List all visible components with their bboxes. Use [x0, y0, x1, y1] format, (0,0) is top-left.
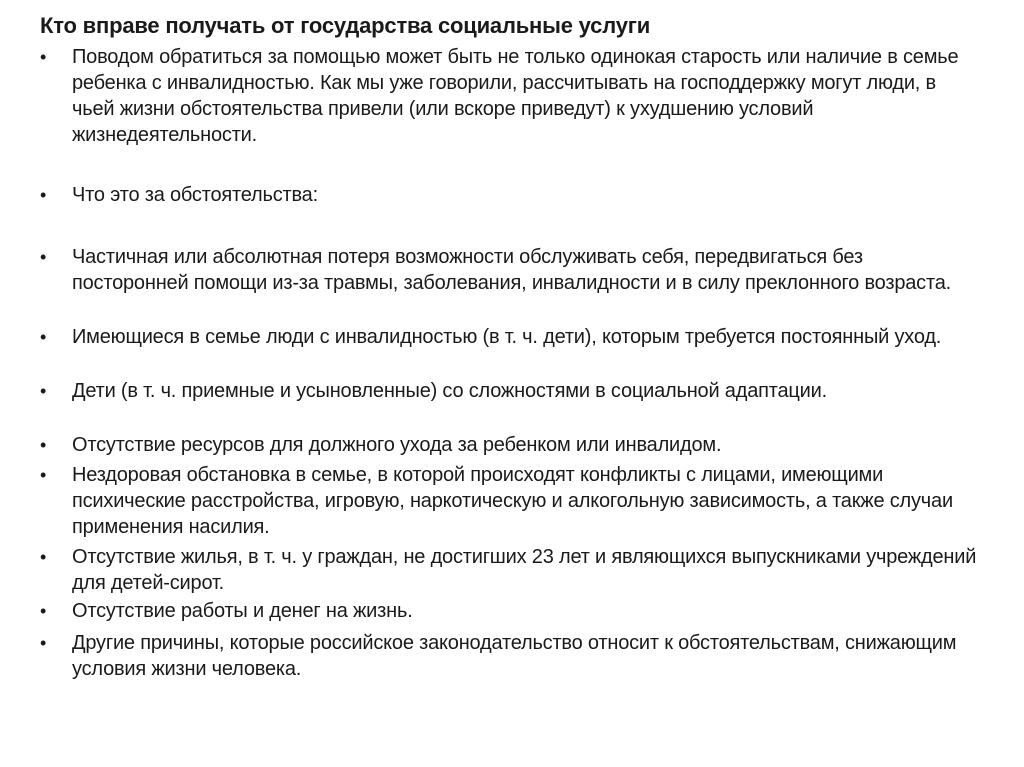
list-item: [40, 244, 980, 296]
list-item-text: Что это за обстоятельства:: [72, 184, 318, 206]
bullet-icon: •: [40, 185, 47, 205]
list-item-text: Дети (в т. ч. приемные и усыновленные) со сложностями в социальной адаптации.: [72, 380, 827, 402]
list-item-text: Другие причины, которые российское законодательство относит к обстоятельствам, снижающим условия жизни человека.: [72, 632, 957, 680]
list-item: [40, 324, 980, 350]
list-item-text: Отсутствие работы и денег на жизнь.: [72, 600, 413, 622]
bullet-icon: •: [40, 601, 47, 621]
bullet-icon: •: [40, 547, 47, 567]
list-item: [40, 182, 980, 208]
list-item: [40, 598, 980, 624]
list-item: [40, 630, 980, 682]
list-item-text: Имеющиеся в семье люди с инвалидностью (в т. ч. дети), которым требуется постоянный уход.: [72, 326, 942, 348]
list-item: [40, 432, 980, 458]
list-item-text: Частичная или абсолютная потеря возможности обслуживать себя, передвигаться без посторонней помощи из-за травмы, заболевания, инвалидности и в силу преклонного возраста.: [72, 246, 951, 294]
bullet-icon: •: [40, 327, 47, 347]
bullet-icon: •: [40, 47, 47, 67]
bullet-icon: •: [40, 381, 47, 401]
bullet-icon: •: [40, 247, 47, 267]
list-item-text: Нездоровая обстановка в семье, в которой происходят конфликты с лицами, имеющими психические расстройства, игровую, наркотическую и алкогольную зависимость, а также случаи применения насилия.: [72, 464, 953, 538]
list-item: [40, 462, 980, 540]
list-item: [40, 44, 980, 148]
list-item-text: Отсутствие ресурсов для должного ухода за ребенком или инвалидом.: [72, 434, 722, 456]
list-item-text: Поводом обратиться за помощью может быть не только одинокая старость или наличие в семье ребенка с инвалидностью. Как мы уже говорили, рассчитывать на господдержку могут люди, в чьей жизни обстоятельства привели (или вскоре приведут) к ухудшению условий жизнедеятельности.: [72, 46, 959, 146]
bullet-icon: •: [40, 435, 47, 455]
page-title: Кто вправе получать от государства социальные услуги: [40, 13, 651, 38]
list-item: [40, 544, 980, 596]
bullet-icon: •: [40, 465, 47, 485]
list-item: [40, 378, 980, 404]
list-item-text: Отсутствие жилья, в т. ч. у граждан, не достигших 23 лет и являющихся выпускниками учреждений для детей-сирот.: [72, 546, 977, 594]
bullet-icon: •: [40, 633, 47, 653]
